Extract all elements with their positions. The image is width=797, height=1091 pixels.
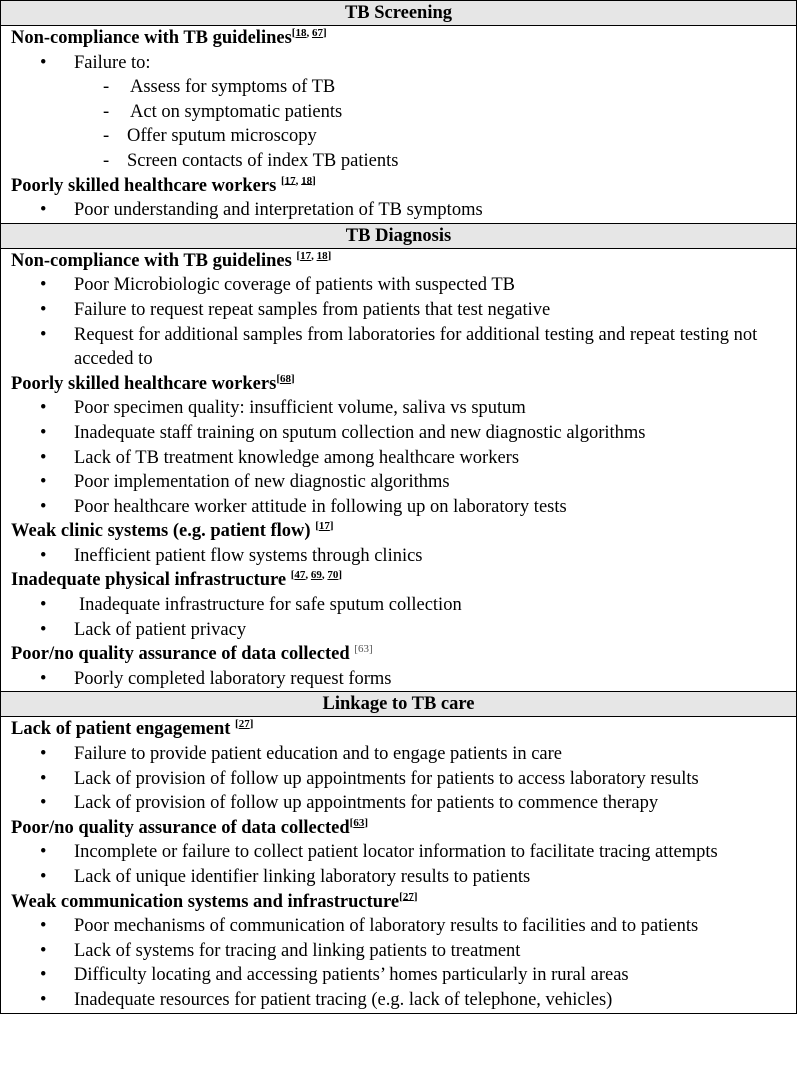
citation: [17, 18] <box>280 174 316 187</box>
citation: [17, 18] <box>296 249 332 262</box>
list-item: • Inefficient patient flow systems through clinics <box>11 544 796 569</box>
citation-link[interactable]: 47 <box>294 569 306 582</box>
bullet-list <box>11 593 796 642</box>
citation: [27] <box>235 718 254 731</box>
bullet-list <box>11 396 796 519</box>
citation-link[interactable]: 69 <box>310 569 322 582</box>
bullet-list <box>11 198 796 223</box>
citation-link[interactable]: 18 <box>295 26 307 39</box>
sub-list-item: - Act on symptomatic patients <box>11 100 796 125</box>
group-heading: Poor/no quality assurance of data collected[63] <box>11 816 368 838</box>
citation: [47, 69, 70] <box>290 569 343 582</box>
list-item: • Lack of unique identifier linking laboratory results to patients <box>11 865 796 890</box>
list-item: • Inadequate resources for patient tracing (e.g. lack of telephone, vehicles) <box>11 988 796 1013</box>
list-item: • Poor specimen quality: insufficient volume, saliva vs sputum <box>11 396 796 421</box>
citation-link[interactable]: 67 <box>311 26 323 39</box>
group-heading: Weak clinic systems (e.g. patient flow) [17] <box>11 520 334 542</box>
list-item: • Lack of systems for tracing and linking patients to treatment <box>11 939 796 964</box>
citation-link[interactable]: 27 <box>238 718 250 731</box>
citation-link[interactable]: 63 <box>353 816 365 829</box>
citation: [18, 67] <box>291 26 327 39</box>
bullet-list <box>11 51 796 76</box>
section-body-tb-screening <box>1 26 797 224</box>
list-item: • Lack of TB treatment knowledge among healthcare workers <box>11 446 796 471</box>
section-body-linkage-to-tb-care <box>1 717 797 1013</box>
citation-ref: 63 <box>357 643 369 656</box>
sub-list-item: - Screen contacts of index TB patients <box>11 149 796 174</box>
list-item: • Lack of patient privacy <box>11 618 796 643</box>
group-heading: Poorly skilled healthcare workers[68] <box>11 372 295 394</box>
list-item: • Inadequate staff training on sputum collection and new diagnostic algorithms <box>11 421 796 446</box>
sub-list <box>11 75 796 173</box>
citation: [63] <box>354 643 373 656</box>
group-heading: Poorly skilled healthcare workers [17, 18] <box>11 174 316 196</box>
list-item: • Failure to provide patient education and to engage patients in care <box>11 742 796 767</box>
section-header-tb-diagnosis: TB Diagnosis <box>1 223 797 248</box>
list-item: • Inadequate infrastructure for safe sputum collection <box>11 593 796 618</box>
bullet-list <box>11 273 796 371</box>
list-item: • Poor understanding and interpretation of TB symptoms <box>11 198 796 223</box>
group-heading: Non-compliance with TB guidelines [17, 18] <box>11 249 332 271</box>
citation-link[interactable]: 27 <box>402 890 414 903</box>
citation-link[interactable]: 18 <box>301 174 313 187</box>
section-header-tb-screening: TB Screening <box>1 1 797 26</box>
group-heading: Inadequate physical infrastructure [47, 69, 70] <box>11 569 343 591</box>
group-heading: Poor/no quality assurance of data collected [63] <box>11 643 373 665</box>
section-header-linkage-to-tb-care: Linkage to TB care <box>1 692 797 717</box>
citation-link[interactable]: 70 <box>327 569 339 582</box>
section-body-tb-diagnosis <box>1 248 797 692</box>
list-item: • Poor healthcare worker attitude in following up on laboratory tests <box>11 495 796 520</box>
bullet-list <box>11 840 796 889</box>
list-item: • Poor mechanisms of communication of laboratory results to facilities and to patients <box>11 914 796 939</box>
bullet-list <box>11 742 796 816</box>
group-heading: Lack of patient engagement [27] <box>11 718 254 740</box>
list-item: • Failure to request repeat samples from patients that test negative <box>11 298 796 323</box>
citation: [63] <box>349 816 368 829</box>
bullet-list <box>11 914 796 1012</box>
list-item: • Poor Microbiologic coverage of patients with suspected TB <box>11 273 796 298</box>
list-item: • Difficulty locating and accessing patients’ homes particularly in rural areas <box>11 963 796 988</box>
bullet-list <box>11 544 796 569</box>
sub-list-item: - Assess for symptoms of TB <box>11 75 796 100</box>
list-item: • Poorly completed laboratory request forms <box>11 667 796 692</box>
citation: [27] <box>399 890 418 903</box>
citation-link[interactable]: 68 <box>279 372 291 385</box>
bullet-list <box>11 667 796 692</box>
citation-link[interactable]: 18 <box>316 249 328 262</box>
list-item: • Incomplete or failure to collect patient locator information to facilitate tracing attempts <box>11 840 796 865</box>
sub-list-item: - Offer sputum microscopy <box>11 124 796 149</box>
list-item: • Poor implementation of new diagnostic algorithms <box>11 470 796 495</box>
list-item: • Request for additional samples from laboratories for additional testing and repeat testing not acceded to <box>11 323 796 372</box>
citation: [17] <box>315 520 334 533</box>
citation: [68] <box>276 372 295 385</box>
citation-link[interactable]: 17 <box>284 174 296 187</box>
list-item: • Failure to: <box>11 51 796 76</box>
group-heading: Non-compliance with TB guidelines[18, 67] <box>11 26 327 48</box>
list-item: • Lack of provision of follow up appointments for patients to access laboratory results <box>11 767 796 792</box>
citation-link[interactable]: 17 <box>318 520 330 533</box>
citation-link[interactable]: 17 <box>300 249 312 262</box>
list-item: • Lack of provision of follow up appointments for patients to commence therapy <box>11 791 796 816</box>
group-heading: Weak communication systems and infrastructure[27] <box>11 890 418 912</box>
